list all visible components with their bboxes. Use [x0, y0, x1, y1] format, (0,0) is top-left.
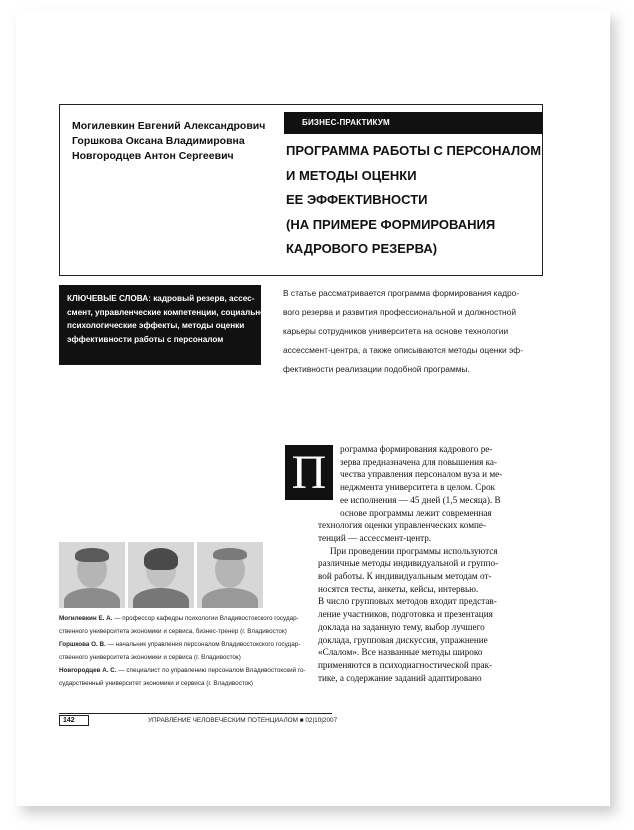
abstract-line: В статье рассматривается программа формирования кадро-: [283, 288, 520, 298]
title-line: И МЕТОДЫ ОЦЕНКИ: [286, 167, 417, 183]
bio-line: сударственный университет экономики и сервиса (г. Владивосток): [59, 680, 254, 687]
photo-hair: [213, 548, 247, 560]
keywords-line: смент, управленческие компетенции, социально-: [67, 307, 268, 317]
author-bios: [59, 612, 331, 690]
author-photo: [59, 542, 126, 608]
body-line: тике, а содержание заданий адаптировано: [318, 672, 482, 683]
abstract: [283, 284, 541, 379]
rubric-label: БИЗНЕС-ПРАКТИКУМ: [284, 112, 543, 134]
author-photo: [128, 542, 195, 608]
keywords-line: эффективности работы с персоналом: [67, 334, 224, 344]
author-photos: [59, 542, 264, 608]
body-line: доклада, групповая дискуссия, упражнение: [318, 634, 488, 645]
photo-body: [202, 588, 258, 608]
author-name: Новгородцев Антон Сергеевич: [72, 150, 234, 162]
body-line: «Слалом». Все названные методы широко: [318, 647, 483, 658]
keywords-line: психологические эффекты, методы оценки: [67, 321, 245, 330]
page-number: 142: [59, 715, 89, 726]
author-photo: [197, 542, 264, 608]
abstract-line: ассессмент-центра, а также описываются методы оценки эф-: [283, 345, 523, 355]
body-line: рограмма формирования кадрового ре-: [340, 444, 493, 454]
body-line: носятся тесты, анкеты, кейсы, интервью.: [318, 583, 479, 594]
author-list: [72, 119, 282, 164]
body-line: основе программы лежит современная: [340, 507, 492, 518]
body-text: [318, 443, 543, 684]
body-line: При проведении программы используются: [330, 545, 498, 556]
body-line: применяются в психодиагностической прак-: [318, 659, 493, 670]
article-title: [286, 139, 542, 262]
photo-body: [133, 588, 189, 608]
title-line: КАДРОВОГО РЕЗЕРВА): [286, 241, 438, 256]
bio-name: Горшкова О. В.: [59, 641, 106, 648]
abstract-line: вого резерва и развития профессиональной и должностной: [283, 307, 517, 317]
footer-rule: [59, 713, 332, 714]
keywords-line: КЛЮЧЕВЫЕ СЛОВА: кадровый резерв, ассес-: [67, 294, 255, 303]
title-line: ЕЕ ЭФФЕКТИВНОСТИ: [286, 192, 428, 207]
title-line: ПРОГРАММА РАБОТЫ С ПЕРСОНАЛОМ: [286, 143, 542, 158]
body-line: В число групповых методов входит представ-: [318, 596, 497, 607]
photo-body: [64, 588, 120, 608]
keywords-box: [59, 285, 268, 365]
bio-line: [59, 664, 331, 677]
journal-name: УПРАВЛЕНИЕ ЧЕЛОВЕЧЕСКИМ ПОТЕНЦИАЛОМ ■ 02|10|2007: [148, 717, 338, 724]
abstract-line: фективности реализации подобной программы.: [283, 364, 470, 374]
bio-text: — начальник управления персоналом Владивостокского государ-: [105, 641, 301, 648]
photo-hair: [144, 548, 178, 570]
abstract-line: карьеры сотрудников университета на основе технологии: [283, 326, 509, 336]
author-name: Горшкова Оксана Владимировна: [72, 135, 245, 147]
bio-name: Могилевкин Е. А.: [59, 615, 113, 622]
bio-line: [59, 638, 331, 651]
body-line: ление участников, подготовка и презентация: [318, 609, 493, 620]
bio-name: Новгородцев А. С.: [59, 667, 117, 674]
body-line: неджмента университета в целом. Срок: [340, 482, 495, 493]
bio-text: — профессор кафедры психологии Владивостокского государ-: [112, 615, 299, 622]
bio-line: ственного университета экономики и сервиса, бизнес-тренер (г. Владивосток): [59, 628, 287, 635]
bio-line: ственного университета экономики и сервиса (г. Владивосток): [59, 654, 241, 661]
body-line: тенций — ассессмент-центр.: [318, 532, 432, 543]
drop-cap: П: [285, 445, 333, 500]
body-line: различные методы индивидуальной и группо-: [318, 558, 499, 569]
body-line: зерва предназначена для повышения ка-: [340, 456, 498, 467]
author-name: Могилевкин Евгений Александрович: [72, 120, 266, 132]
photo-hair: [75, 548, 109, 562]
body-line: чества управления персоналом вуза и ме-: [340, 469, 503, 480]
bio-text: — специалист по управлению персоналом Владивостокский го-: [116, 667, 306, 674]
body-line: технология оценки управленческих компе-: [318, 520, 487, 531]
bio-line: [59, 612, 331, 625]
body-line: доклада на заданную тему, выбор лучшего: [318, 621, 485, 632]
title-line: (НА ПРИМЕРЕ ФОРМИРОВАНИЯ: [286, 216, 496, 232]
body-line: ее исполнения — 45 дней (1,5 месяца). В: [340, 494, 501, 505]
body-line: вой работы. К индивидуальным методам от-: [318, 571, 492, 582]
